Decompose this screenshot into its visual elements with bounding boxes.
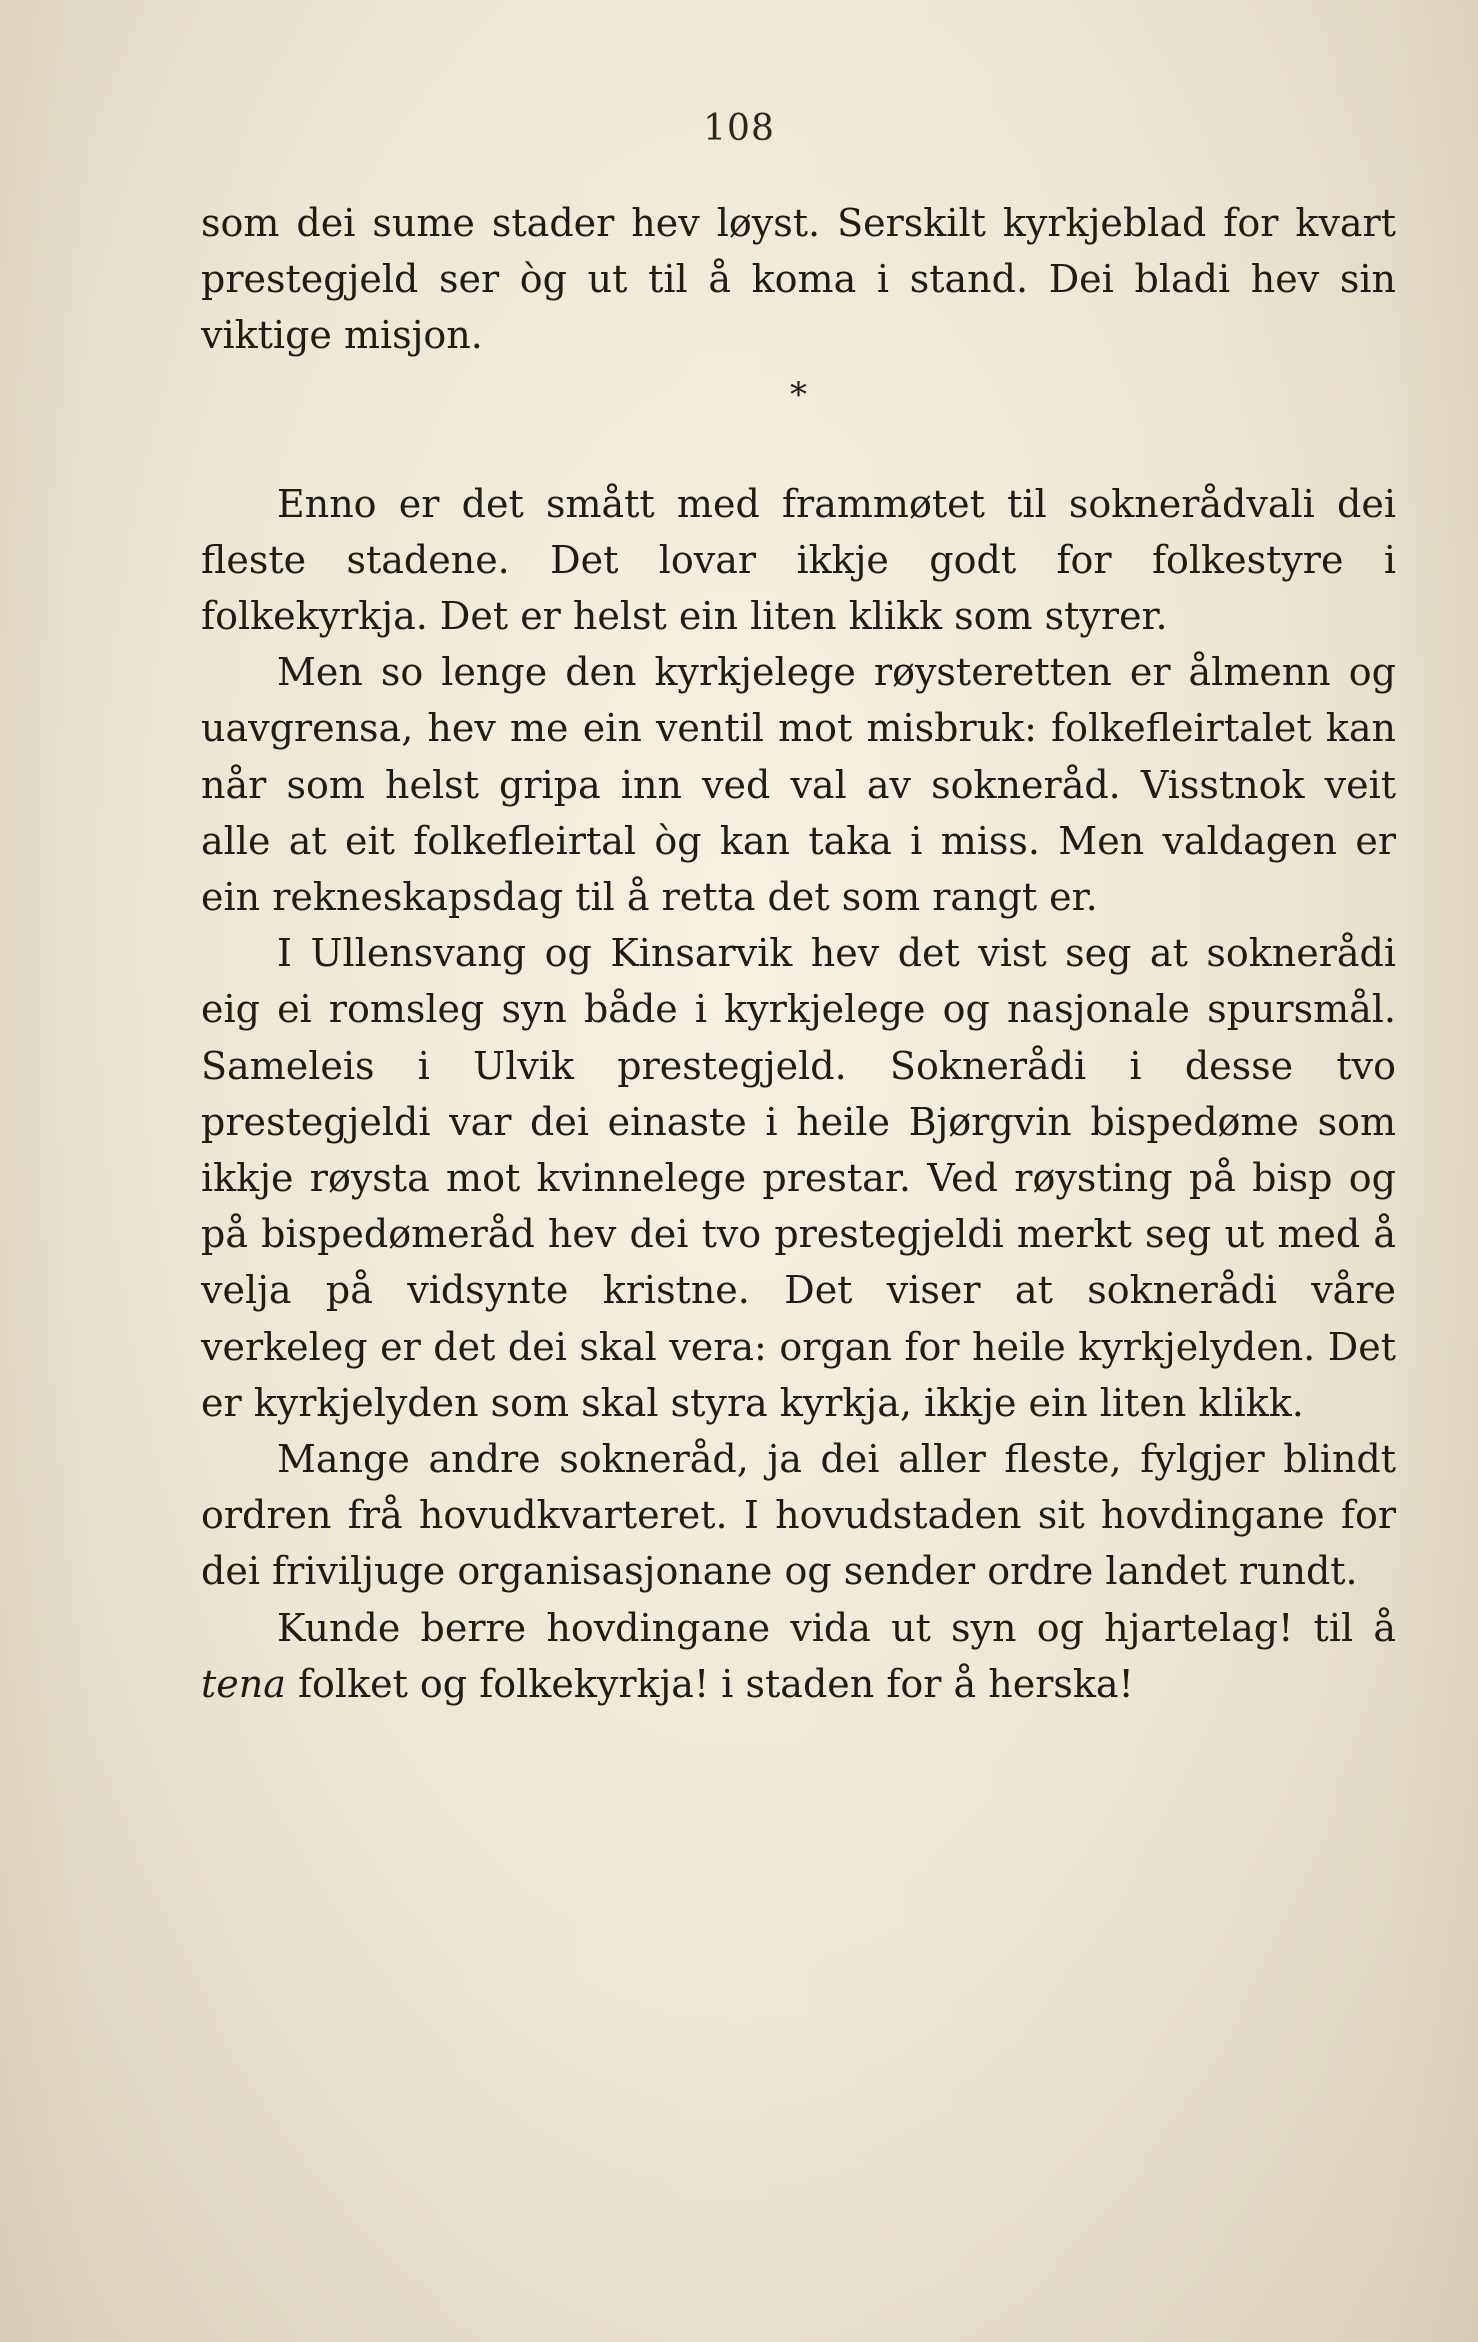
paragraph-4: I Ullensvang og Kinsarvik hev det vist seg at soknerådi eig ei romsleg syn både i kyrkjelege og nasjonale spursmål. Sameleis i Ulvik prestegjeld. Soknerådi i desse tvo prestegjeldi var dei einaste i heile Bjørgvin bispedøme som ikkje røysta mot kvinnelege prestar. Ved røysting på bisp og på bispedømeråd hev dei tvo prestegjeldi merkt seg ut med å velja på vidsynte kristne. Det viser at soknerådi våre verkeleg er det dei skal vera: organ for heile kyrkjelyden. Det er kyrkjelyden som skal styra kyrkja, ikkje ein liten klikk. [201, 931, 1396, 1425]
paragraph-6 [201, 1600, 1396, 1712]
body-text [201, 195, 1396, 1712]
asterisk-divider: * [790, 374, 807, 415]
paragraph-3: Men so lenge den kyrkjelege røysteretten er ålmenn og uavgrensa, hev me ein ventil mot misbruk: folkefleirtalet kan når som helst gripa inn ved val av sokneråd. Visstnok veit alle at eit folkefleirtal òg kan taka i miss. Men valdagen er ein rekneskapsdag til å retta det som rangt er. [201, 650, 1396, 920]
paragraph-6-text-start: Kunde berre hovdingane vida ut syn og hjartelag! til å [277, 1605, 1396, 1650]
paragraph-5: Mange andre sokneråd, ja dei aller fleste, fylgjer blindt ordren frå hovudkvarteret. I hovudstaden sit hovdingane for dei friviljuge organisasjonane og sender ordre landet rundt. [201, 1437, 1396, 1594]
page-number: 108 [703, 108, 775, 149]
paragraph-2: Enno er det smått med frammøtet til soknerådvali dei fleste stadene. Det lovar ikkje godt for folkestyre i folkekyrkja. Det er helst ein liten klikk som styrer. [201, 481, 1396, 639]
paragraph-6-text-end: folket og folkekyrkja! i staden for å herska! [285, 1661, 1134, 1706]
paragraph-1: som dei sume stader hev løyst. Serskilt kyrkjeblad for kvart prestegjeld ser òg ut til å koma i stand. Dei bladi hev sin viktige misjon. [201, 201, 1396, 358]
section-separator [201, 364, 1396, 476]
emphasized-word: tena [201, 1661, 286, 1706]
